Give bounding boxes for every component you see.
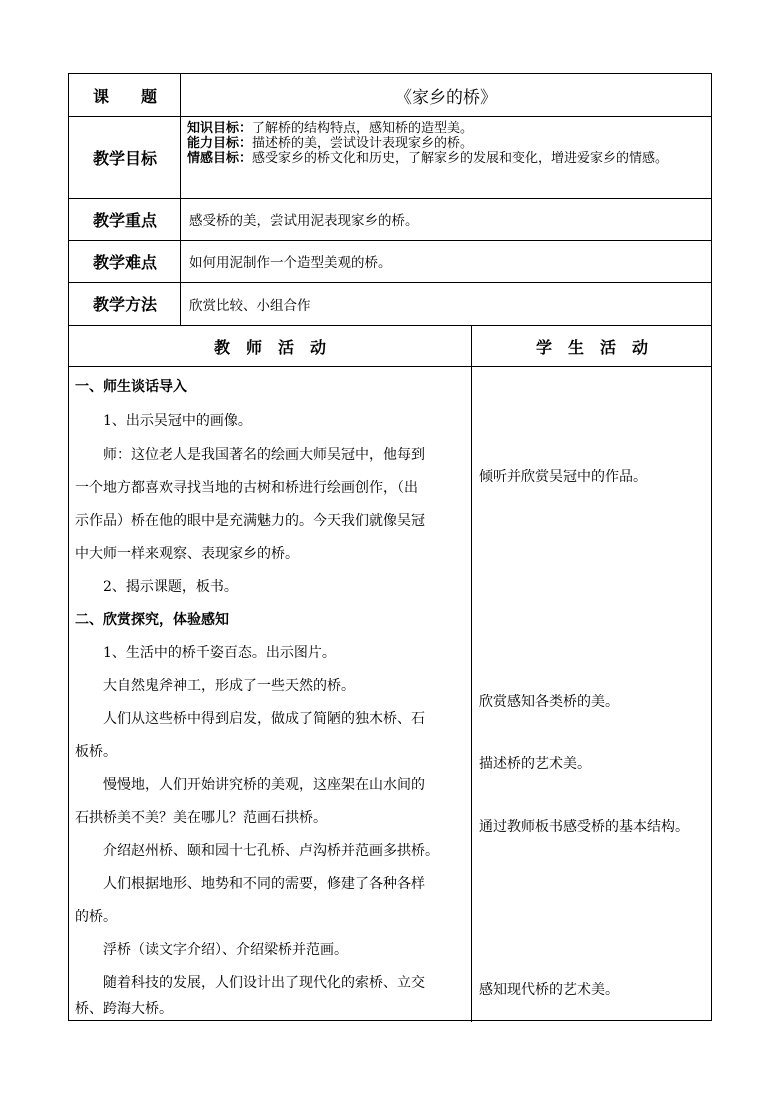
teacher-line: 师：这位老人是我国著名的绘画大师吴冠中，他每到 xyxy=(75,447,425,463)
student-note: 欣赏感知各类桥的美。 xyxy=(479,694,619,710)
teacher-line: 2、揭示课题，板书。 xyxy=(75,579,238,595)
teacher-activity-content xyxy=(75,366,467,1021)
teacher-line: 慢慢地，人们开始讲究桥的美观，这座架在山水间的 xyxy=(75,777,425,793)
teacher-line: 人们根据地形、地势和不同的需要，修建了各种各样 xyxy=(75,876,425,892)
teacher-activity-header: 教 师 活 动 xyxy=(213,337,326,357)
teacher-line: 大自然鬼斧神工，形成了一些天然的桥。 xyxy=(75,678,355,694)
objective-emotion: 情感目标：感受家乡的桥文化和历史，了解家乡的发展和变化，增进爱家乡的情感。 xyxy=(187,151,669,166)
key-points-label: 教学重点 xyxy=(92,210,157,230)
teacher-line: 板桥。 xyxy=(75,744,117,760)
section-heading: 一、师生谈话导入 xyxy=(75,379,187,395)
lesson-plan-table xyxy=(68,73,712,1021)
teacher-line: 示作品）桥在他的眼中是充满魅力的。今天我们就像吴冠 xyxy=(75,513,425,529)
objectives-label: 教学目标 xyxy=(92,148,157,168)
teacher-line: 1、生活中的桥千姿百态。出示图片。 xyxy=(75,645,336,661)
objective-knowledge: 知识目标：了解桥的结构特点，感知桥的造型美。 xyxy=(187,121,474,136)
difficulties-label: 教学难点 xyxy=(92,252,157,272)
teacher-line: 人们从这些桥中得到启发，做成了简陋的独木桥、石 xyxy=(75,711,425,727)
difficulties-value: 如何用泥制作一个造型美观的桥。 xyxy=(189,255,392,271)
teacher-line: 介绍赵州桥、颐和园十七孔桥、卢沟桥并范画多拱桥。 xyxy=(75,843,439,859)
teacher-line: 的桥。 xyxy=(75,909,117,925)
teacher-line: 随着科技的发展，人们设计出了现代化的索桥、立交 xyxy=(75,975,425,991)
section-heading: 二、欣赏探究，体验感知 xyxy=(75,612,229,628)
teacher-line: 桥、跨海大桥。 xyxy=(75,1001,173,1017)
student-note: 描述桥的艺术美。 xyxy=(479,756,591,772)
lesson-title: 《家乡的桥》 xyxy=(395,87,497,108)
student-note: 通过教师板书感受桥的基本结构。 xyxy=(479,819,689,835)
student-activity-header: 学 生 活 动 xyxy=(535,337,648,357)
student-note: 感知现代桥的艺术美。 xyxy=(479,982,619,998)
teacher-line: 中大师一样来观察、表现家乡的桥。 xyxy=(75,546,299,562)
key-points-value: 感受桥的美，尝试用泥表现家乡的桥。 xyxy=(189,213,419,229)
methods-value: 欣赏比较、小组合作 xyxy=(189,297,311,314)
objectives-list xyxy=(187,121,705,166)
teacher-line: 石拱桥美不美？美在哪儿？范画石拱桥。 xyxy=(75,810,327,826)
teacher-line: 1、出示吴冠中的画像。 xyxy=(75,413,252,429)
activity-column-divider xyxy=(471,325,472,1022)
teacher-line: 浮桥（读文字介绍）、介绍梁桥并范画。 xyxy=(75,942,348,958)
student-note: 倾听并欣赏吴冠中的作品。 xyxy=(479,469,647,485)
topic-label: 课 题 xyxy=(92,86,157,106)
teacher-line: 一个地方都喜欢寻找当地的古树和桥进行绘画创作，（出 xyxy=(75,480,418,496)
objective-ability: 能力目标：描述桥的美，尝试设计表现家乡的桥。 xyxy=(187,136,474,151)
methods-label: 教学方法 xyxy=(92,295,157,314)
